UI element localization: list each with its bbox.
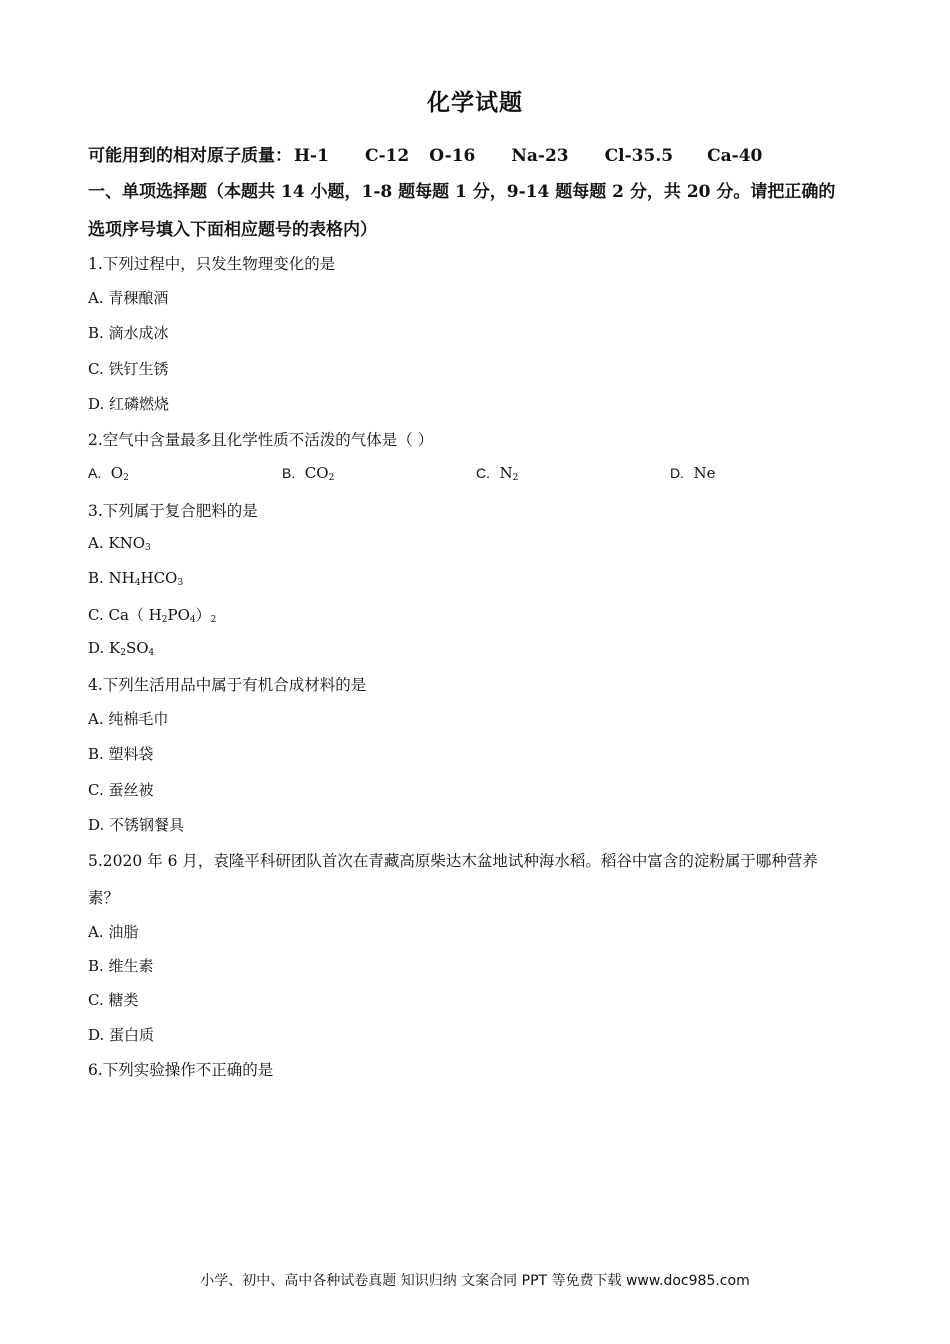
mass-item: C-12 xyxy=(364,146,410,166)
question-3-option-b: B. $NH_4HCO_3$ xyxy=(88,569,184,588)
question-5-option-a: A. 油脂 xyxy=(88,923,139,941)
mass-item: H-1 xyxy=(294,146,329,166)
question-4-option-a: A. 纯棉毛巾 xyxy=(88,710,169,728)
question-2-option-d: D. Ne xyxy=(670,464,716,482)
mass-item: Cl-35.5 xyxy=(604,146,674,166)
question-5-option-c: C. 糖类 xyxy=(88,991,139,1009)
question-4-option-c: C. 蚕丝被 xyxy=(88,781,154,799)
atomic-masses-line xyxy=(88,141,762,166)
question-3-option-d: D. $K_2SO_4$ xyxy=(88,639,155,658)
question-5-stem-line2: 素？ xyxy=(88,889,120,907)
mass-item: O-16 xyxy=(429,146,476,166)
question-3-option-c: C. Ca（ $H_2PO_4)_2$ xyxy=(88,606,217,625)
question-4-stem: 4.下列生活用品中属于有机合成材料的是 xyxy=(88,676,367,694)
question-2-stem: 2.空气中含量最多且化学性质不活泼的气体是（ ） xyxy=(88,431,434,449)
section-heading-line2: 选项序号填入下面相应题号的表格内） xyxy=(88,220,377,240)
question-3-stem: 3.下列属于复合肥料的是 xyxy=(88,502,258,520)
question-1-stem: 1.下列过程中，只发生物理变化的是 xyxy=(88,255,336,273)
page-footer: 小学、初中、高中各种试卷真题 知识归纳 文案合同 PPT 等免费下载 www.doc985.com xyxy=(200,1273,750,1289)
section-heading-line1: 一、单项选择题（本题共 14 小题，1-8 题每题 1 分，9-14 题每题 2 分，共 20 分。请把正确的 xyxy=(88,182,836,202)
question-3-option-a: A. $KNO_3$ xyxy=(88,534,151,553)
question-2-option-b: B. $CO_2$ xyxy=(282,464,335,483)
question-1-option-c: C. 铁钉生锈 xyxy=(88,360,169,378)
question-2-option-c: C. $N_2$ xyxy=(476,464,519,483)
question-5-stem-line1: 5.2020 年 6 月，袁隆平科研团队首次在青藏高原柴达木盆地试种海水稻。稻谷中富含的淀粉属于哪种营养 xyxy=(88,852,818,870)
question-4-option-d: D. 不锈钢餐具 xyxy=(88,816,185,834)
question-5-option-d: D. 蛋白质 xyxy=(88,1026,155,1044)
mass-item: Na-23 xyxy=(511,146,569,166)
question-1-option-b: B. 滴水成冰 xyxy=(88,324,169,342)
question-1-option-d: D. 红磷燃烧 xyxy=(88,395,170,413)
question-5-option-b: B. 维生素 xyxy=(88,957,154,975)
question-1-option-a: A. 青稞酿酒 xyxy=(88,289,169,307)
question-2-option-a: A. $O_2$ xyxy=(88,464,129,483)
mass-item: Ca-40 xyxy=(707,146,763,166)
page-title: 化学试题 xyxy=(427,89,523,116)
atomic-masses-label: 可能用到的相对原子质量： xyxy=(88,146,292,166)
question-6-stem: 6.下列实验操作不正确的是 xyxy=(88,1061,274,1079)
question-4-option-b: B. 塑料袋 xyxy=(88,745,154,763)
